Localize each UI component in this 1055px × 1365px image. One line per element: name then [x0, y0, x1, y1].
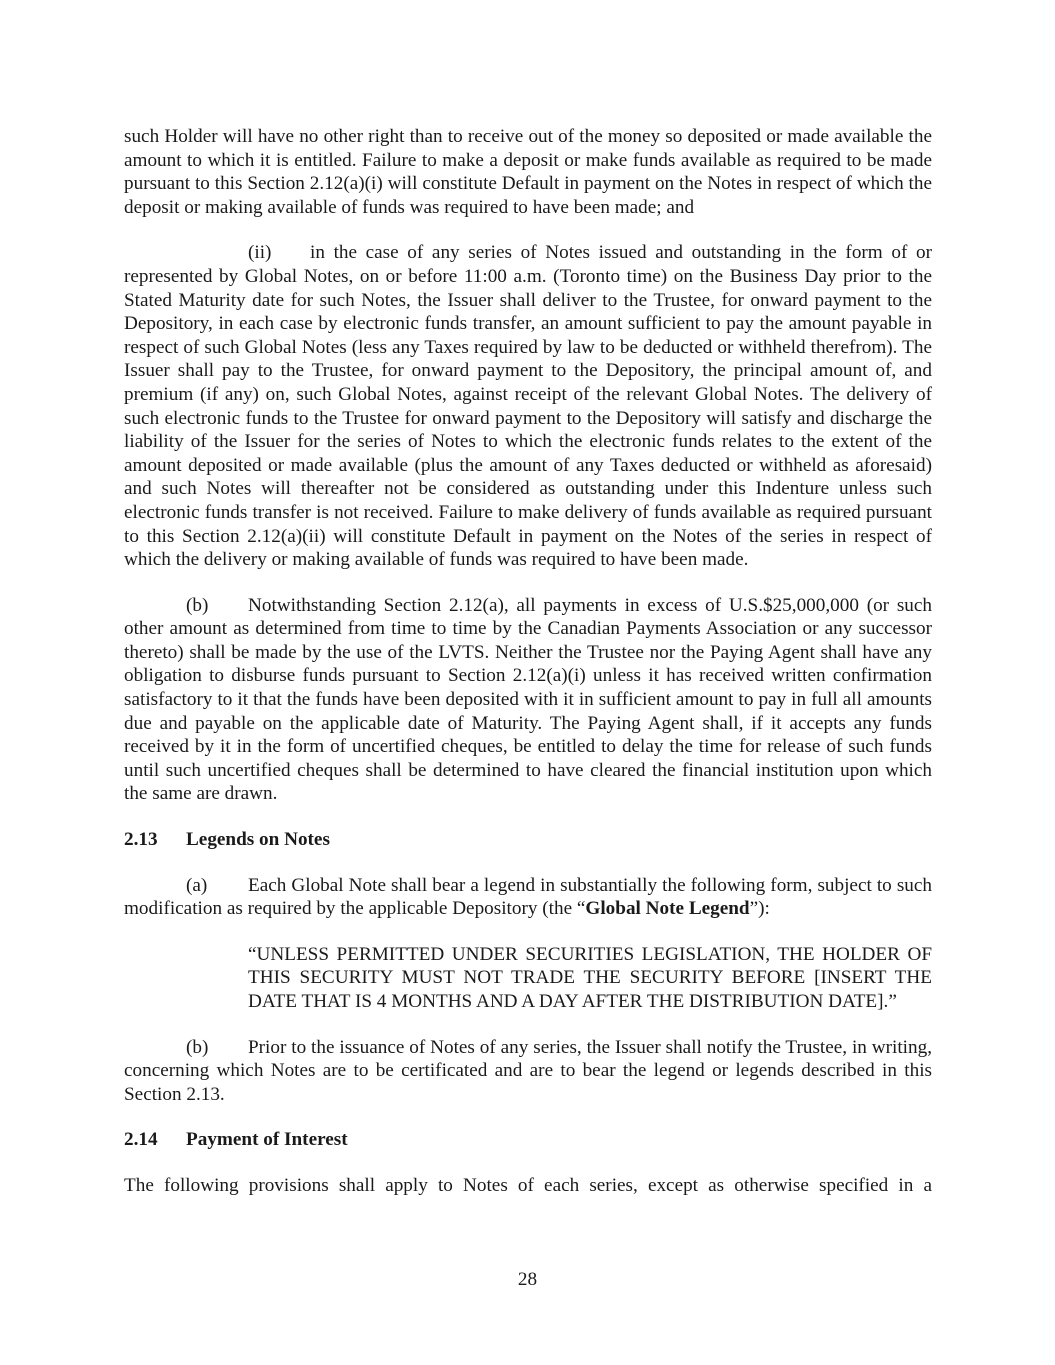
paragraph-continuation: such Holder will have no other right than to receive out of the money so deposited or made available the amount to which it is entitled. Failure to make a deposit or make funds available as required to be made pursuant to this Section 2.12(a)(i) will constitute Default in payment on the Notes in respect of which the deposit or making available of funds was required to have been made; and: [124, 126, 932, 218]
clause-marker-b: (b): [186, 594, 209, 616]
clause-ii-text: in the case of any series of Notes issued and outstanding in the form of or represented by Global Notes, on or before 11:00 a.m. (Toronto time) on the Business Day prior to the Stated Maturity date for such Notes, the Issuer shall deliver to the Trustee, for onward payment to the Depository, in each case by electronic funds transfer, an amount sufficient to pay the amount payable in respect of such Global Notes (less any Taxes required by law to be deducted or withheld therefrom). The Issuer shall pay to the Trustee, for onward payment to the Depository, the principal amount of, and premium (if any) on, such Global Notes, against receipt of the relevant Global Notes. The delivery of such electronic funds to the Trustee for onward payment to the Depository will satisfy and discharge the liability of the Issuer for the series of Notes to which the electronic funds relates to the extent of the amount deposited or made available (plus the amount of any Taxes deducted or withheld as aforesaid) and such Notes will thereafter not be considered as outstanding under this Indenture unless such electronic funds transfer is not received. Failure to make delivery of funds available as required pursuant to this Section 2.12(a)(ii) will constitute Default in payment on the Notes of the series in respect of which the delivery or making available of funds was required to have been made.: [124, 242, 932, 571]
section-heading-2-14: [124, 1128, 932, 1152]
paragraph-2-13-a: [124, 874, 932, 921]
clause-b-text: Prior to the issuance of Notes of any series, the Issuer shall notify the Trustee, in writing, concerning which Notes are to be certificated and are to bear the legend or legends described in this Section 2.13.: [124, 1036, 932, 1105]
paragraph-2-13-b: [124, 1036, 932, 1107]
clause-marker-ii: (ii): [248, 242, 272, 264]
paragraph-spacer: [124, 1106, 932, 1128]
paragraph-clause-b: [124, 594, 932, 806]
clause-b-text: Notwithstanding Section 2.12(a), all payments in excess of U.S.$25,000,000 (or such other amount as determined from time to time by the Canadian Payments Association or any successor thereto) shall be made by the use of the LVTS. Neither the Trustee nor the Paying Agent shall have any obligation to disburse funds pursuant to Section 2.12(a)(i) unless it has received written confirmation satisfactory to it that the funds have been deposited with it in sufficient amount to pay in full all amounts due and payable on the applicable date of Maturity. The Paying Agent shall, if it accepts any funds received by it in the form of uncertified cheques, be entitled to delay the time for release of such funds until such uncertified cheques shall be determined to have cleared the financial institution upon which the same are drawn.: [124, 594, 932, 805]
clause-a-text-before: Each Global Note shall bear a legend in substantially the following form, subject to such modification as required by the applicable Depository (the “: [124, 874, 932, 920]
document-page: [124, 125, 932, 1198]
paragraph-spacer: [124, 1014, 932, 1036]
section-number: 2.14: [124, 1129, 158, 1151]
paragraph-spacer: [124, 1152, 932, 1174]
paragraph-spacer: [124, 921, 932, 943]
page-number: 28: [517, 1269, 538, 1290]
paragraph-spacer: [124, 806, 932, 828]
section-number: 2.13: [124, 829, 158, 851]
paragraph-spacer: [124, 219, 932, 241]
section-title: Legends on Notes: [186, 829, 330, 851]
paragraph-clause-ii: [124, 241, 932, 571]
clause-marker-a: (a): [186, 874, 208, 896]
paragraph-2-14-intro: The following provisions shall apply to Notes of each series, except as otherwise specified in a: [124, 1174, 932, 1196]
legend-block-quote: “UNLESS PERMITTED UNDER SECURITIES LEGISLATION, THE HOLDER OF THIS SECURITY MUST NOT TRADE THE SECURITY BEFORE [INSERT THE DATE THAT IS 4 MONTHS AND A DAY AFTER THE DISTRIBUTION DATE].”: [248, 943, 932, 1012]
clause-a-text-after: ”):: [749, 898, 770, 920]
paragraph-spacer: [124, 852, 932, 874]
defined-term-global-note-legend: Global Note Legend: [585, 898, 750, 920]
paragraph-spacer: [124, 572, 932, 594]
section-title: Payment of Interest: [186, 1129, 348, 1151]
clause-marker-b: (b): [186, 1036, 209, 1058]
section-heading-2-13: [124, 828, 932, 852]
